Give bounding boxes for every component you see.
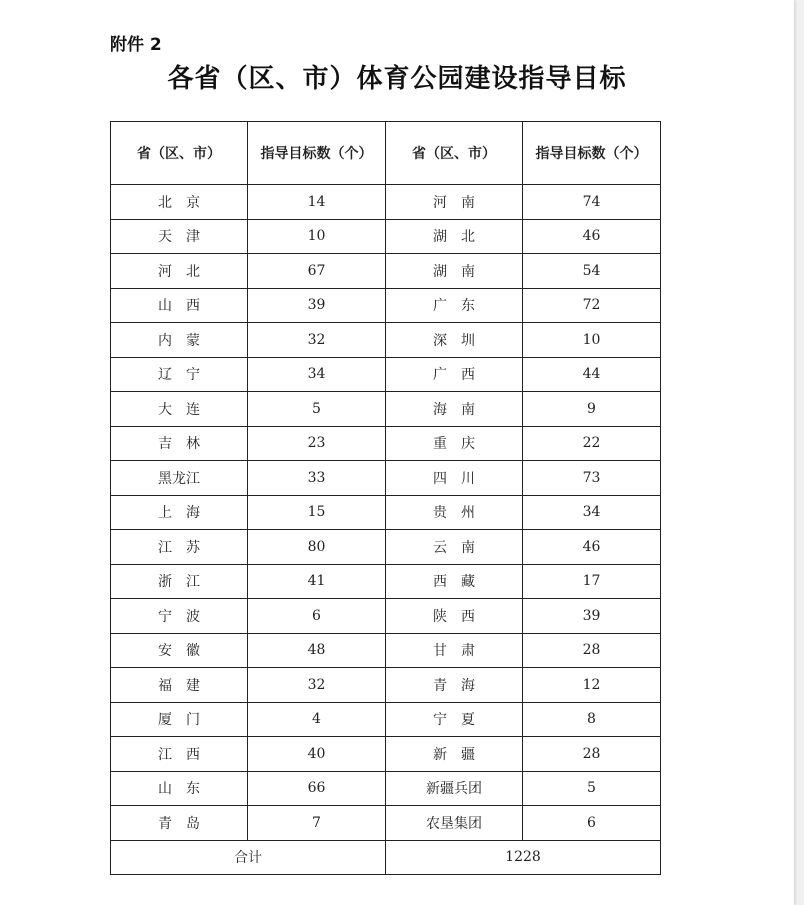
province-cell: 江 苏	[111, 530, 248, 565]
province-cell: 内 蒙	[111, 323, 248, 358]
target-count-cell: 40	[248, 737, 386, 772]
province-cell: 天 津	[111, 219, 248, 254]
target-count-cell: 22	[523, 426, 661, 461]
target-count-cell: 6	[523, 806, 661, 841]
total-label: 合计	[111, 840, 386, 874]
target-count-cell: 67	[248, 254, 386, 289]
province-cell: 黑龙江	[111, 461, 248, 496]
province-cell: 吉 林	[111, 426, 248, 461]
table-row	[111, 357, 661, 392]
province-cell: 海 南	[386, 392, 523, 427]
total-row	[111, 840, 661, 874]
table-row	[111, 219, 661, 254]
target-count-cell: 5	[523, 771, 661, 806]
province-cell: 山 东	[111, 771, 248, 806]
header-province-2: 省（区、市）	[386, 122, 523, 185]
document-title: 各省（区、市）体育公园建设指导目标	[167, 64, 627, 94]
target-count-cell: 48	[248, 633, 386, 668]
header-province-1: 省（区、市）	[111, 122, 248, 185]
table-row	[111, 737, 661, 772]
province-cell: 安 徽	[111, 633, 248, 668]
province-cell: 湖 南	[386, 254, 523, 289]
target-count-cell: 72	[523, 288, 661, 323]
table-row	[111, 702, 661, 737]
header-target-1: 指导目标数（个）	[248, 122, 386, 185]
province-cell: 辽 宁	[111, 357, 248, 392]
target-count-cell: 66	[248, 771, 386, 806]
table-row	[111, 806, 661, 841]
attachment-label: 附件 2	[110, 35, 162, 55]
province-cell: 新 疆	[386, 737, 523, 772]
target-count-cell: 39	[523, 599, 661, 634]
target-count-cell: 32	[248, 323, 386, 358]
province-cell: 大 连	[111, 392, 248, 427]
total-value: 1228	[386, 840, 661, 874]
table-body	[111, 185, 661, 841]
header-target-2: 指导目标数（个）	[523, 122, 661, 185]
table-row	[111, 185, 661, 220]
province-cell: 浙 江	[111, 564, 248, 599]
table-row	[111, 495, 661, 530]
province-cell: 福 建	[111, 668, 248, 703]
table-row	[111, 254, 661, 289]
table-row	[111, 668, 661, 703]
target-count-cell: 28	[523, 633, 661, 668]
table-row	[111, 461, 661, 496]
province-cell: 宁 波	[111, 599, 248, 634]
target-count-cell: 54	[523, 254, 661, 289]
target-count-cell: 32	[248, 668, 386, 703]
target-count-cell: 6	[248, 599, 386, 634]
target-count-cell: 17	[523, 564, 661, 599]
target-count-cell: 74	[523, 185, 661, 220]
target-count-cell: 15	[248, 495, 386, 530]
target-count-cell: 41	[248, 564, 386, 599]
target-count-cell: 9	[523, 392, 661, 427]
target-count-cell: 4	[248, 702, 386, 737]
province-cell: 青 岛	[111, 806, 248, 841]
province-cell: 云 南	[386, 530, 523, 565]
target-count-cell: 44	[523, 357, 661, 392]
province-cell: 农垦集团	[386, 806, 523, 841]
province-cell: 江 西	[111, 737, 248, 772]
province-cell: 贵 州	[386, 495, 523, 530]
target-count-cell: 23	[248, 426, 386, 461]
target-count-cell: 8	[523, 702, 661, 737]
target-count-cell: 73	[523, 461, 661, 496]
table-row	[111, 599, 661, 634]
province-cell: 西 藏	[386, 564, 523, 599]
province-cell: 青 海	[386, 668, 523, 703]
target-count-cell: 34	[248, 357, 386, 392]
target-count-cell: 14	[248, 185, 386, 220]
target-count-cell: 5	[248, 392, 386, 427]
province-cell: 厦 门	[111, 702, 248, 737]
table-row	[111, 771, 661, 806]
province-cell: 陕 西	[386, 599, 523, 634]
province-cell: 河 北	[111, 254, 248, 289]
target-count-cell: 10	[248, 219, 386, 254]
table-row	[111, 564, 661, 599]
province-cell: 宁 夏	[386, 702, 523, 737]
target-count-cell: 12	[523, 668, 661, 703]
target-count-cell: 7	[248, 806, 386, 841]
province-cell: 湖 北	[386, 219, 523, 254]
target-table	[110, 121, 661, 875]
province-cell: 上 海	[111, 495, 248, 530]
province-cell: 甘 肃	[386, 633, 523, 668]
province-cell: 广 西	[386, 357, 523, 392]
province-cell: 广 东	[386, 288, 523, 323]
target-count-cell: 46	[523, 530, 661, 565]
table-row	[111, 323, 661, 358]
table-row	[111, 288, 661, 323]
province-cell: 山 西	[111, 288, 248, 323]
target-count-cell: 39	[248, 288, 386, 323]
province-cell: 河 南	[386, 185, 523, 220]
target-count-cell: 33	[248, 461, 386, 496]
province-cell: 四 川	[386, 461, 523, 496]
table-row	[111, 426, 661, 461]
province-cell: 深 圳	[386, 323, 523, 358]
table-row	[111, 392, 661, 427]
target-count-cell: 34	[523, 495, 661, 530]
table-header-row	[111, 122, 661, 185]
target-count-cell: 80	[248, 530, 386, 565]
target-count-cell: 10	[523, 323, 661, 358]
table-row	[111, 633, 661, 668]
province-cell: 新疆兵团	[386, 771, 523, 806]
target-count-cell: 28	[523, 737, 661, 772]
province-cell: 北 京	[111, 185, 248, 220]
target-count-cell: 46	[523, 219, 661, 254]
table-row	[111, 530, 661, 565]
province-cell: 重 庆	[386, 426, 523, 461]
